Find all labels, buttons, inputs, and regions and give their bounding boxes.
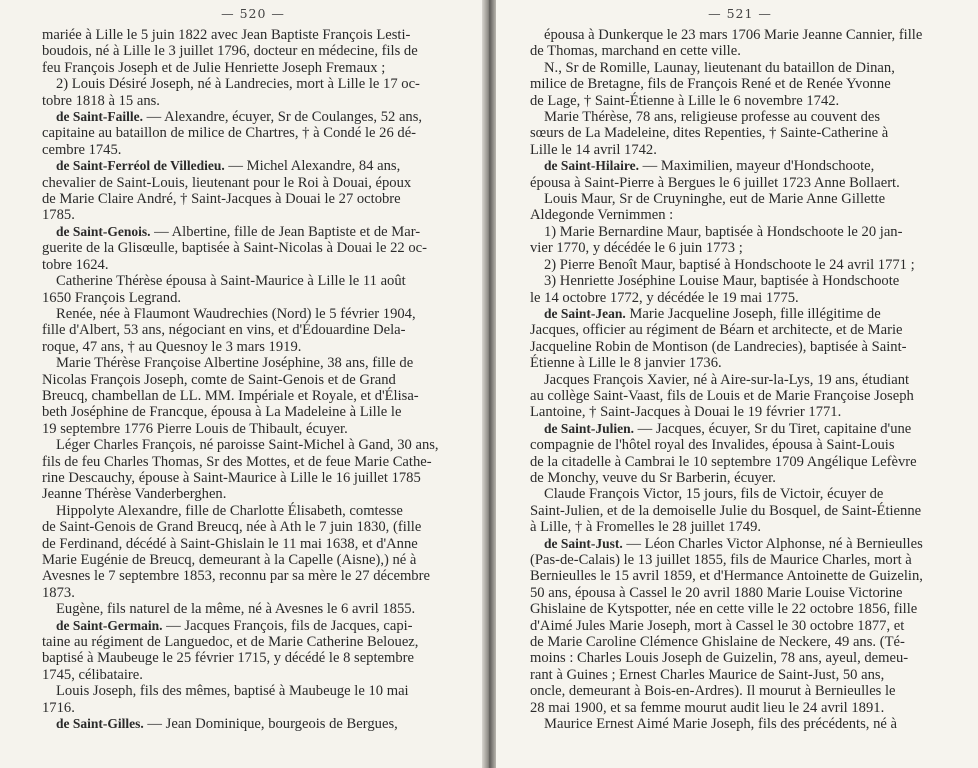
- paragraph-text: Marie Thérèse, 78 ans, religieuse professe au couvent des sœurs de La Madeleine, dites Repenties, † Sainte-Catherine à Lille le 14 avril 1742.: [530, 109, 889, 158]
- paragraph-text: — Jacques François, fils de Jacques, capi- taine au régiment de Languedoc, et de Marie Catherine Belouez, baptisé à Maubeuge le 25 février 1715, y décédé le 8 septembre 1745, célibataire.: [42, 617, 419, 683]
- left-page: [0, 0, 482, 768]
- paragraph-text: — Albertine, fille de Jean Baptiste et de Mar- guerite de la Glisœulle, baptisée à Saint-Nicolas à Douai le 22 oc- tobre 1624.: [42, 223, 427, 273]
- entry-heading: de Saint-Gilles.: [56, 716, 144, 732]
- book-gutter: [482, 0, 496, 768]
- right-page: [496, 0, 978, 768]
- paragraph-text: Marie Thérèse Françoise Albertine Joséphine, 38 ans, fille de Nicolas François Joseph, comte de Saint-Genois et de Grand Breucq, chambellan de LL. MM. Impériale et Royale, et d'Élisa- beth Joséphine de Francque, épousa à La Madeleine à Lille le 19 septembre 1776 Pierre Louis de Thibault, écuyer.: [42, 355, 419, 437]
- paragraph: [42, 503, 464, 601]
- paragraph: [530, 257, 950, 273]
- paragraph: [530, 536, 950, 716]
- paragraph-text: Eugène, fils naturel de la même, né à Avesnes le 6 avril 1855.: [56, 601, 416, 618]
- page-body: [530, 27, 950, 732]
- page-body: [42, 27, 464, 732]
- paragraph-text: Maurice Ernest Aimé Marie Joseph, fils des précédents, né à: [544, 716, 897, 733]
- paragraph-text: 1) Marie Bernardine Maur, baptisée à Hondschoote le 20 jan- vier 1770, y décédée le 6 juin 1773 ;: [530, 223, 903, 257]
- paragraph: [530, 716, 950, 732]
- paragraph: [530, 372, 950, 421]
- entry-heading: de Saint-Julien.: [544, 420, 635, 436]
- paragraph-text: Claude François Victor, 15 jours, fils de Victoir, écuyer de Saint-Julien, et de la demoiselle Julie du Bosquel, de Saint-Étienne à Lille, † à Fromelles le 28 juillet 1749.: [530, 486, 922, 536]
- paragraph-text: Léger Charles François, né paroisse Saint-Michel à Gand, 30 ans, fils de feu Charles Thomas, Sr des Mottes, et de feue Marie Cathe- rine Descauchy, épouse à Saint-Maurice à Lille le 16 juillet 1785 Jeanne Thérèse Vanderberghen.: [42, 437, 439, 503]
- paragraph: [42, 158, 464, 224]
- paragraph: [42, 224, 464, 273]
- paragraph-text: Louis Joseph, fils des mêmes, baptisé à Maubeuge le 10 mai 1716.: [42, 683, 409, 716]
- paragraph-text: Catherine Thérèse épousa à Saint-Maurice à Lille le 11 août 1650 François Legrand.: [42, 273, 406, 306]
- paragraph-text: Louis Maur, Sr de Cruyninghe, eut de Marie Anne Gillette Aldegonde Vernimmen :: [530, 191, 886, 224]
- paragraph-text: — Alexandre, écuyer, Sr de Coulanges, 52 ans, capitaine au bataillon de milice de Chartres, † à Condé le 26 dé- cembre 1745.: [42, 109, 423, 158]
- paragraph-text: mariée à Lille le 5 juin 1822 avec Jean Baptiste François Lesti- boudois, né à Lille le 3 juillet 1796, docteur en médecine, fils de feu François Joseph et de Julie Henriette Joseph Fremaux ;: [42, 27, 418, 76]
- paragraph: [42, 27, 464, 76]
- page-number: — 521 —: [708, 6, 772, 21]
- paragraph: [42, 601, 464, 617]
- paragraph: [530, 27, 950, 60]
- paragraph-text: 2) Louis Désiré Joseph, né à Landrecies, mort à Lille le 17 oc- tobre 1818 à 15 ans.: [42, 76, 420, 109]
- paragraph: [42, 273, 464, 306]
- paragraph: [530, 486, 950, 535]
- paragraph: [530, 109, 950, 158]
- paragraph: [530, 191, 950, 224]
- paragraph: [530, 421, 950, 487]
- paragraph: [42, 355, 464, 437]
- paragraph-text: Jacques François Xavier, né à Aire-sur-la-Lys, 19 ans, étudiant au collège Saint-Vaast, fils de Louis et de Marie Françoise Joseph Lantoine, † Saint-Jacques à Douai le 19 février 1771.: [530, 371, 914, 421]
- paragraph-text: épousa à Dunkerque le 23 mars 1706 Marie Jeanne Cannier, fille de Thomas, marchand en cette ville.: [530, 27, 923, 60]
- entry-heading: de Saint-Hilaire.: [544, 158, 640, 174]
- paragraph: [530, 60, 950, 109]
- paragraph: [42, 683, 464, 716]
- paragraph-text: — Jacques, écuyer, Sr du Tiret, capitaine d'une compagnie de l'hôtel royal des Invalides, épousa à Saint-Louis de la citadelle à Cambrai le 10 septembre 1709 Angélique Lefèvre de Monchy, veuve du Sr Barberin, écuyer.: [530, 420, 917, 486]
- paragraph: [530, 158, 950, 191]
- entry-heading: de Saint-Genois.: [56, 223, 151, 239]
- paragraph: [42, 618, 464, 684]
- paragraph: [42, 306, 464, 355]
- paragraph: [42, 109, 464, 158]
- paragraph: [42, 437, 464, 503]
- entry-heading: de Saint-Ferréol de Villedieu.: [56, 158, 225, 174]
- entry-heading: de Saint-Jean.: [544, 305, 626, 321]
- paragraph: [530, 273, 950, 306]
- paragraph-text: — Jean Dominique, bourgeois de Bergues,: [143, 716, 398, 733]
- paragraph-text: — Léon Charles Victor Alphonse, né à Bernieulles (Pas-de-Calais) le 13 juillet 1855, fils de Maurice Charles, mort à Bernieulles le 15 avril 1859, et d'Hermance Antoinette de Guizelin, 50 ans, épousa à Cassel le 20 avril 1880 Marie Louise Victorine Ghislaine de Kytspotter, née en cette ville le 22 octobre 1856, fille d'Aimé Jules Marie Joseph, mort à Cassel le 30 octobre 1877, et de Marie Caroline Clémence Ghislaine de Neckere, 49 ans. (Té- moins : Charles Louis Joseph de Guizelin, 78 ans, ayeul, demeu- rant à Guines ; Ernest Charles Maurice de Saint-Just, 50 ans, oncle, demeurant à Bois-en-Ardres). Il mourut à Bernieulles le 28 mai 1900, et sa femme mourut audit lieu le 24 avril 1891.: [530, 535, 923, 716]
- paragraph-text: Renée, née à Flaumont Waudrechies (Nord) le 5 février 1904, fille d'Albert, 53 ans, négociant en vins, et d'Édouardine Dela- roque, 47 ans, † au Quesnoy le 3 mars 1919.: [42, 305, 416, 355]
- paragraph-text: — Michel Alexandre, 84 ans, chevalier de Saint-Louis, lieutenant pour le Roi à Douai, époux de Marie Claire André, † Saint-Jacques à Douai le 27 octobre 1785.: [42, 158, 412, 224]
- entry-heading: de Saint-Just.: [544, 535, 623, 551]
- paragraph-text: — Maximilien, mayeur d'Hondschoote, épousa à Saint-Pierre à Bergues le 6 juillet 1723 Anne Bollaert.: [530, 158, 900, 191]
- entry-heading: de Saint-Faille.: [56, 109, 143, 125]
- paragraph-text: N., Sr de Romille, Launay, lieutenant du bataillon de Dinan, milice de Bretagne, fils de François René et de Renée Yvonne de Lage, † Saint-Étienne à Lille le 6 novembre 1742.: [530, 59, 895, 109]
- paragraph: [530, 224, 950, 257]
- paragraph-text: 3) Henriette Joséphine Louise Maur, baptisée à Hondschoote le 14 octobre 1772, y décédée le 19 mai 1775.: [530, 273, 900, 306]
- paragraph: [42, 76, 464, 109]
- page-number: — 520 —: [221, 6, 285, 21]
- paragraph: [530, 306, 950, 372]
- paragraph-text: Marie Jacqueline Joseph, fille illégitime de Jacques, officier au régiment de Béarn et architecte, et de Marie Jacqueline Robin de Montison (de Landrecies), baptisée à Saint- Étienne à Lille le 8 janvier 1736.: [530, 305, 907, 372]
- paragraph: [42, 716, 464, 732]
- paragraph-text: Hippolyte Alexandre, fille de Charlotte Élisabeth, comtesse de Saint-Genois de Grand Breucq, née à Ath le 7 juin 1830, (fille de Ferdinand, décédé à Saint-Ghislain le 11 mai 1638, et d'Anne Marie Eugénie de Breucq, demeurant à la Capelle (Aisne),) né à Avesnes le 7 septembre 1853, reconnu par sa mère le 27 décembre 1873.: [42, 502, 430, 601]
- paragraph-text: 2) Pierre Benoît Maur, baptisé à Hondschoote le 24 avril 1771 ;: [544, 256, 915, 273]
- entry-heading: de Saint-Germain.: [56, 617, 163, 633]
